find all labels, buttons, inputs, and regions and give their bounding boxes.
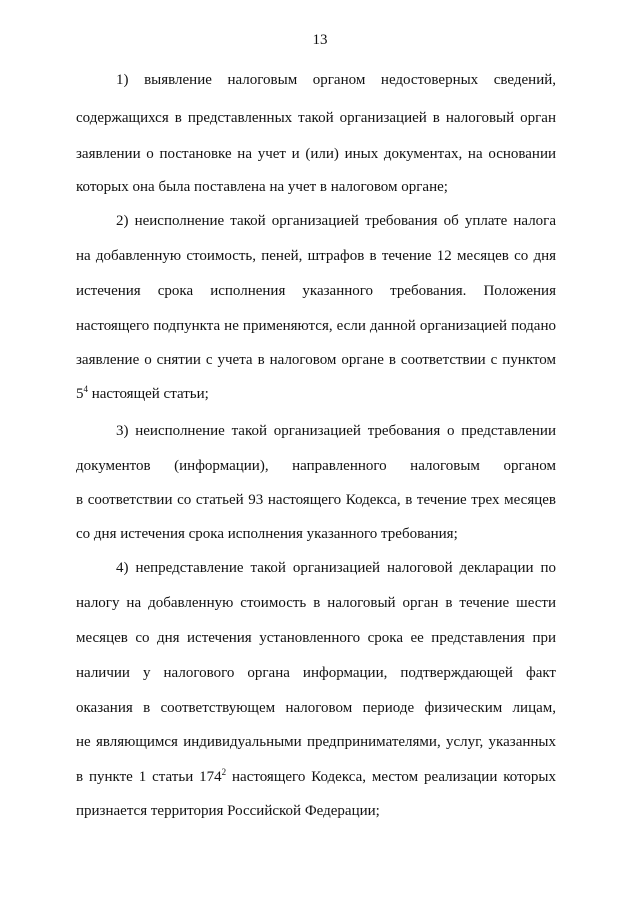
text-line: на добавленную стоимость, пеней, штрафов в течение 12 месяцев со дня [76,248,556,264]
text-line: 4) непредставление такой организацией налоговой декларации по [116,560,556,576]
text-line: 1) выявление налоговым органом недостоверных сведений, [116,72,556,88]
superscript: 2 [221,767,227,777]
text-line [76,384,556,404]
text-line [76,767,556,787]
text-line: истечения срока исполнения указанного требования. Положения [76,283,556,299]
text-line: признается территория Российской Федерации; [76,803,380,819]
text-line: наличии у налогового органа информации, подтверждающей факт [76,665,556,681]
superscript: 4 [83,384,88,394]
text-line: которых она была поставлена на учет в налоговом органе; [76,179,448,195]
text-line: месяцев со дня истечения установленного срока ее представления при [76,630,556,646]
text-line: документов (информации), направленного налоговым органом [76,458,556,474]
text-line: настоящего подпункта не применяются, если данной организацией подано [76,318,556,334]
text-fragment: 5 [76,386,84,402]
page-number: 13 [312,32,328,48]
text-line: в соответствии со статьей 93 настоящего Кодекса, в течение трех месяцев [76,492,556,508]
text-line: содержащихся в представленных такой организацией в налоговый орган [76,110,556,126]
text-line: заявление о снятии с учета в налоговом органе в соответствии с пунктом [76,352,556,368]
text-fragment: в пункте 1 статьи 174 [76,769,222,785]
text-line: со дня истечения срока исполнения указанного требования; [76,526,458,542]
text-line: 3) неисполнение такой организацией требования о представлении [116,423,556,439]
text-line: 2) неисполнение такой организацией требования об уплате налога [116,213,556,229]
text-line: не являющимся индивидуальными предпринимателями, услуг, указанных [76,734,556,750]
text-fragment: настоящего Кодекса, местом реализации которых [226,769,556,785]
text-fragment: настоящей статьи; [88,386,209,402]
text-line: налогу на добавленную стоимость в налоговый орган в течение шести [76,595,556,611]
text-line: оказания в соответствующем налоговом периоде физическим лицам, [76,700,556,716]
text-line: заявлении о постановке на учет и (или) иных документах, на основании [76,146,556,162]
